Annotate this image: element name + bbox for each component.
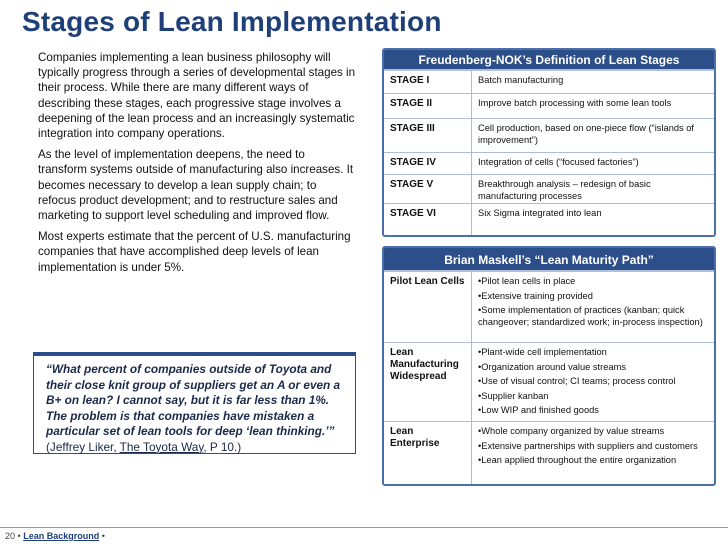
table-row	[384, 71, 714, 94]
citation-suffix: , P 10.)	[203, 439, 242, 454]
quote-box	[33, 352, 356, 454]
bullet-item: • Extensive training provided	[478, 291, 708, 303]
table-row	[384, 204, 714, 235]
paragraph-1: Companies implementing a lean business philosophy will typically progress through a series of developmental stages in their process. While there are many different ways of describing these stages, each progressive stage involves a deepening of the lean process and an increasingly systematic integration into company operations.	[38, 51, 356, 141]
table-row	[384, 175, 714, 204]
slide-footer	[0, 527, 728, 546]
stage-description: Batch manufacturing	[478, 75, 564, 85]
stage-label: STAGE I	[384, 71, 472, 93]
stage-label: STAGE III	[384, 119, 472, 152]
bullet-item: • Plant-wide cell implementation	[478, 347, 708, 359]
stage-description: Improve batch processing with some lean tools	[478, 98, 672, 108]
slide-title: Stages of Lean Implementation	[22, 6, 442, 37]
stage-bullets	[472, 343, 714, 421]
quote-citation	[46, 440, 241, 454]
stage-description: Cell production, based on one-piece flow (“islands of improvement”)	[478, 123, 695, 145]
stage-description: Breakthrough analysis – redesign of basic manufacturing processes	[478, 179, 651, 201]
table-row	[384, 94, 714, 119]
bullet-item: • Organization around value streams	[478, 362, 708, 374]
bullet-item: • Some implementation of practices (kanban; quick changeover; standardized work; in-process inspection)	[478, 305, 708, 328]
citation-prefix: (Jeffrey Liker,	[46, 439, 120, 454]
paragraph-3: Most experts estimate that the percent of U.S. manufacturing companies that have accomplished deep levels of lean implementation is under 5%.	[38, 230, 351, 274]
stage-bullets	[472, 272, 714, 342]
table-row	[384, 153, 714, 175]
page-number: 20	[5, 531, 16, 541]
stage-label: Pilot Lean Cells	[384, 272, 472, 342]
footer-section-link[interactable]: Lean Background	[23, 531, 100, 541]
stage-label: STAGE VI	[384, 204, 472, 235]
quote-text: “What percent of companies outside of Toyota and their close knit group of suppliers get an A or even a B+ on lean? I cannot say, but it is far less than 1%. The problem is that companies have mistaken a particular set of lean tools for deep ‘lean thinking.’”	[46, 362, 341, 438]
stage-label: STAGE IV	[384, 153, 472, 174]
table-row	[384, 119, 714, 153]
stage-description: Integration of cells (“focused factories”)	[478, 157, 639, 167]
lean-stages-table	[382, 48, 716, 237]
stage-label: Lean Manufacturing Widespread	[384, 343, 472, 421]
table-row	[384, 343, 714, 422]
bullet-item: • Supplier kanban	[478, 391, 708, 403]
bullet-item: • Whole company organized by value streams	[478, 426, 708, 438]
body-text	[38, 50, 356, 281]
footer-separator: •	[101, 531, 105, 541]
stage-label: STAGE II	[384, 94, 472, 118]
bullet-item: • Lean applied throughout the entire organization	[478, 455, 708, 467]
stage-bullets	[472, 422, 714, 484]
bullet-item: • Extensive partnerships with suppliers and customers	[478, 441, 708, 453]
table-row	[384, 272, 714, 343]
stage-label: STAGE V	[384, 175, 472, 203]
bullet-item: • Use of visual control; CI teams; process control	[478, 376, 708, 388]
stage-label: Lean Enterprise	[384, 422, 472, 484]
lean-maturity-table	[382, 246, 716, 486]
paragraph-2: As the level of implementation deepens, the need to transform systems outside of manufacturing also increases. It becomes necessary to develop a lean supply chain; to refocus product development; and to restructure sales and marketing to support level scheduling and improved flow.	[38, 148, 354, 223]
footer-separator: •	[17, 531, 21, 541]
table-row	[384, 422, 714, 484]
bullet-item: • Pilot lean cells in place	[478, 276, 708, 288]
bullet-item: • Low WIP and finished goods	[478, 405, 708, 417]
stage-description: Six Sigma integrated into lean	[478, 208, 602, 218]
lean-maturity-table-title: Brian Maskell’s “Lean Maturity Path”	[384, 248, 714, 272]
lean-stages-table-title: Freudenberg-NOK’s Definition of Lean Stages	[384, 50, 714, 71]
citation-book: The Toyota Way	[119, 439, 204, 454]
